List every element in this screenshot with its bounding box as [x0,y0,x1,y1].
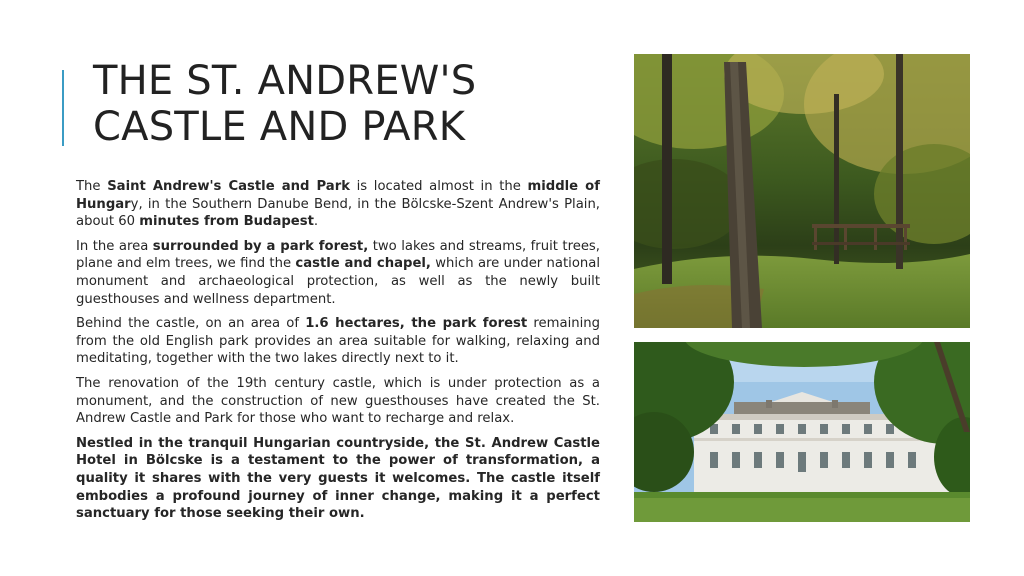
bold-text-run: Saint Andrew's Castle and Park [107,179,350,194]
slide-title-line-2: CASTLE AND PARK [93,104,466,150]
body-paragraph [76,435,600,523]
bold-text-run: 1.6 hectares, the park forest [305,316,528,332]
text-run: y, in the Southern Danube Bend, in the Bölcske-Szent Andrew's Plain, about 60 [76,196,600,230]
title-accent-bar [62,70,64,146]
text-run: The renovation of the 19th century castle, which is under protection as a monument, and the construction of new guesthouses have created the St. Andrew Castle and Park for those who want to recharge and relax. [76,375,600,427]
castle-facade-photo [634,342,970,522]
bold-text-run: minutes from Budapest [139,214,314,230]
body-paragraph [76,178,600,231]
body-paragraph [76,238,600,308]
castle-facade-illustration [634,342,970,522]
text-run: remaining from the old English park provides an area suitable for walking, relaxing and meditating, together with the two lakes directly next to it. [76,316,600,367]
text-run: which are under national monument and archaeological protection, as well as the newly built guesthouses and wellness department. [76,256,600,307]
text-run: . [313,214,319,230]
text-run: is located almost in the [349,179,528,194]
text-run: The [76,179,108,194]
slide-title-line-1: THE ST. ANDREW'S [93,58,477,104]
body-paragraph [76,375,600,428]
bold-text-run: Nestled in the tranquil Hungarian countryside, the St. Andrew Castle Hotel in Bölcske is a testament to the power of transformation, a quality it shares with the very guests it welcomes. The castle itself embodies a profound journey of inner change, making it a perfect sanctuary for those seeking their own. [76,435,600,522]
park-forest-photo [634,54,970,328]
bold-text-run: surrounded by a park forest, [152,238,369,254]
slide-body-text [76,178,600,530]
text-run: In the area [76,238,153,254]
bold-text-run: castle and chapel, [295,256,431,272]
bold-text-run: middle of Hungar [76,179,600,212]
text-run: two lakes and streams, fruit trees, plane and elm trees, we find the [76,238,600,272]
text-run: Behind the castle, on an area of [76,316,306,332]
park-forest-illustration [634,54,970,328]
slide-title [93,58,613,150]
body-paragraph [76,315,600,368]
